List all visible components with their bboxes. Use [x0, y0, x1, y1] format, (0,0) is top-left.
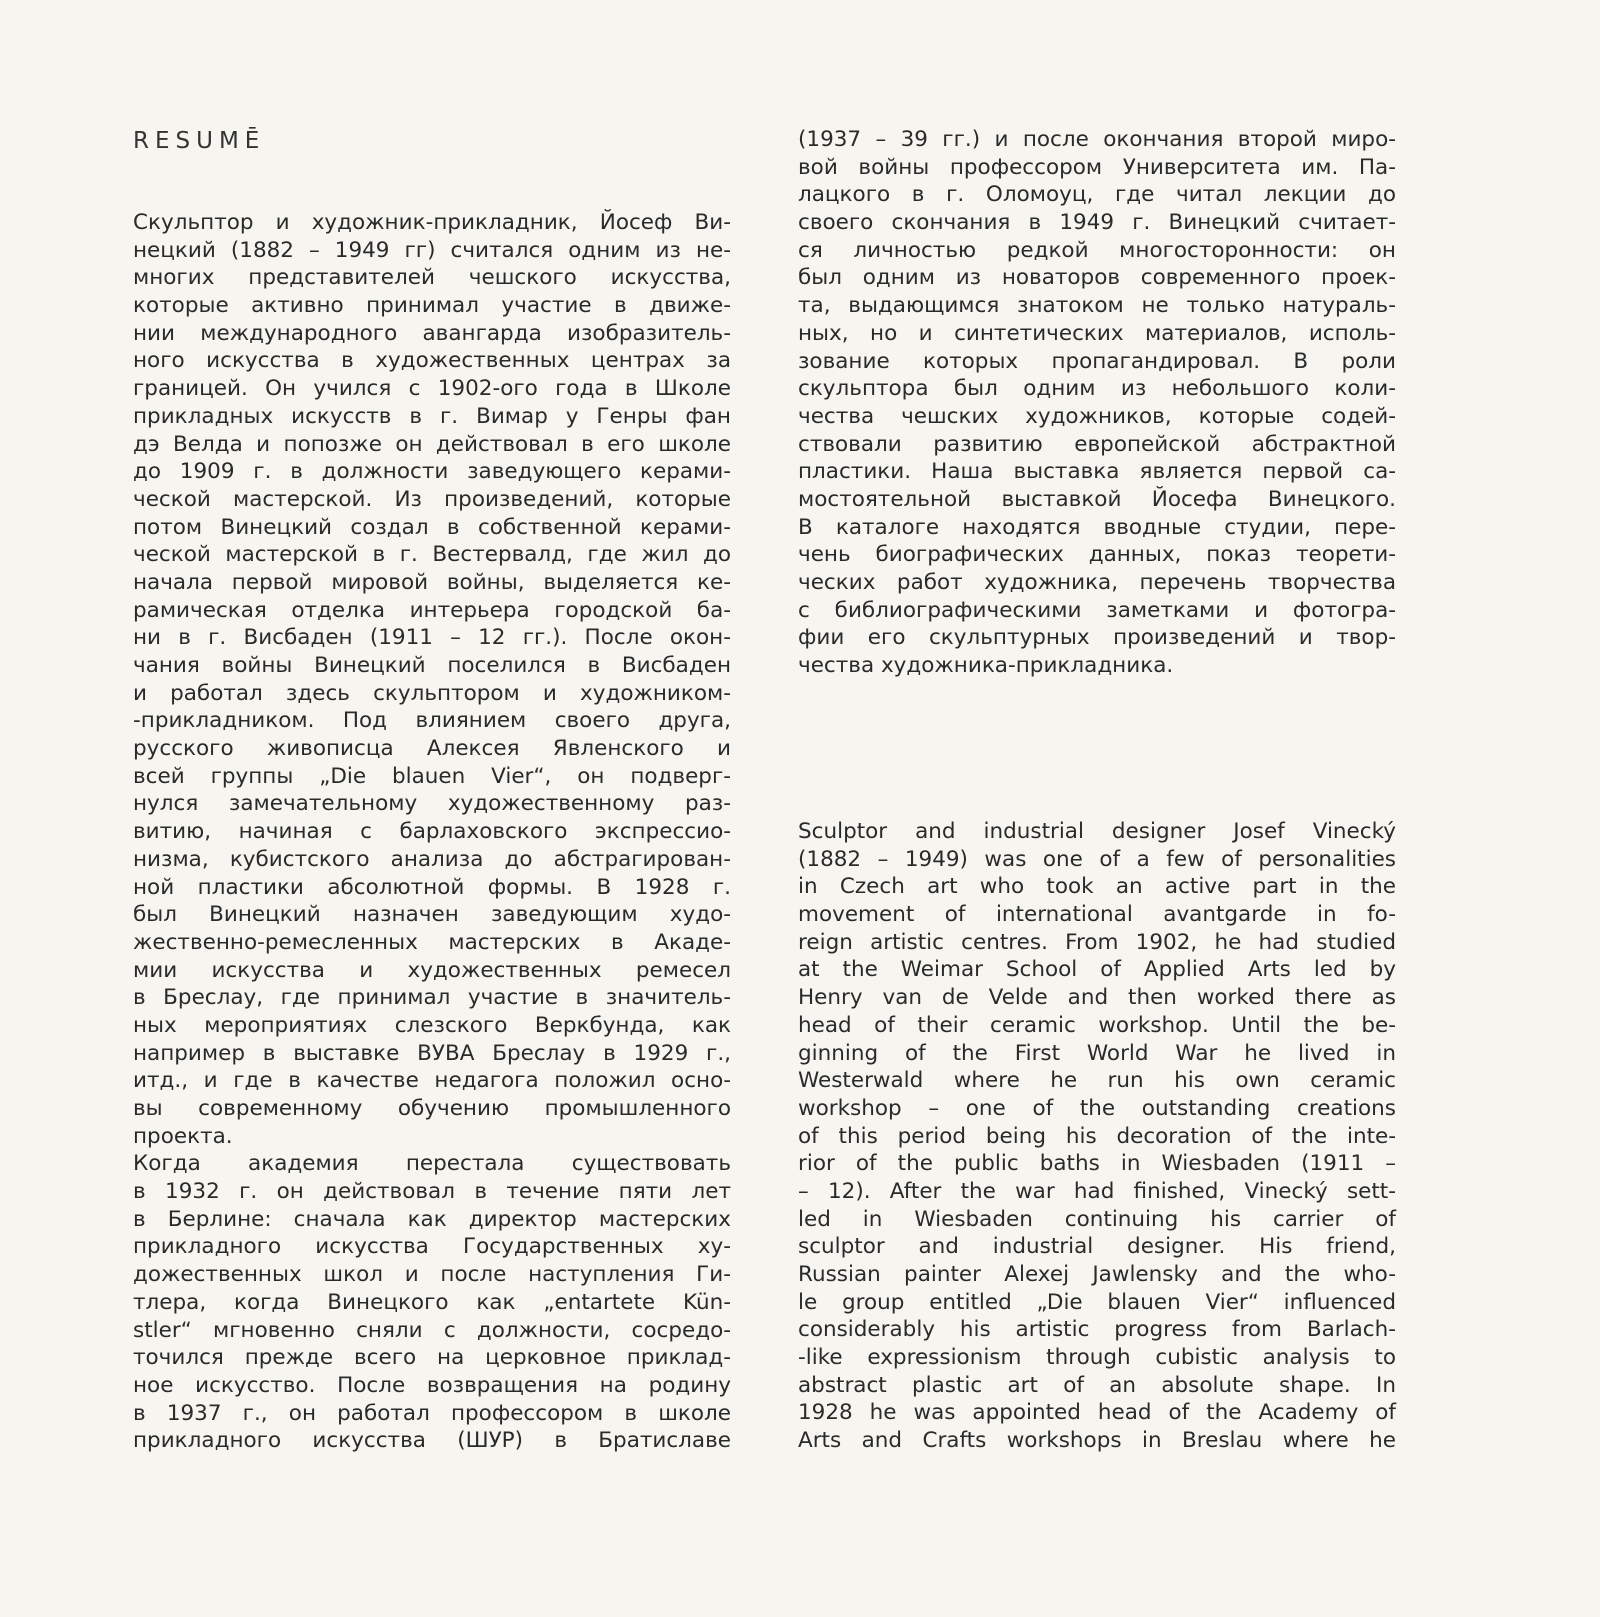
text-line: в 1937 г., он работал профессором в школе [133, 1400, 731, 1426]
text-line: Sculptor and industrial designer Josef Vinecký [798, 819, 1396, 844]
text-line: своего скончания в 1949 г. Винецкий считает- [798, 210, 1396, 236]
text-line: (1937 – 39 гг.) и после окончания второй миро- [798, 127, 1396, 152]
text-line: лацкого в г. Оломоуц, где читал лекции до [798, 182, 1396, 208]
text-line: вой войны профессором Университета им. Па- [798, 154, 1396, 180]
text-line: жественно-ремесленных мастерских в Акаде- [133, 929, 731, 955]
text-line: которые активно принимал участие в движе- [133, 293, 731, 319]
text-line: ческой мастерской. Из произведений, которые [133, 486, 731, 512]
text-line: прикладного искусства Государственных ху- [133, 1234, 731, 1260]
text-line: и работал здесь скульптором и художником- [133, 680, 731, 706]
text-line: Скульптор и художник-прикладник, Йосеф Ви- [133, 210, 731, 235]
text-line: всей группы „Die blauen Vier“, он подверг- [133, 763, 731, 789]
text-line: мостоятельной выставкой Йосефа Винецкого. [798, 486, 1396, 512]
russian-text-left-column [133, 209, 731, 1455]
text-line: ся личностью редкой многосторонности: он [798, 237, 1396, 263]
text-line: тлера, когда Винецкого как „entartete Kün- [133, 1289, 731, 1315]
text-line: head of their ceramic workshop. Until the be- [798, 1012, 1396, 1038]
text-line: in Czech art who took an active part in the [798, 874, 1396, 900]
text-line: sculptor and industrial designer. His friend, [798, 1234, 1396, 1260]
text-line: ной пластики абсолютной формы. В 1928 г. [133, 874, 731, 900]
text-line: Arts and Crafts workshops in Breslau where he [798, 1428, 1396, 1454]
text-line: movement of international avantgarde in fo- [798, 902, 1396, 928]
text-line: вы современному обучению промышленного [133, 1096, 731, 1121]
text-line: низма, кубистского анализа до абстрагирован- [133, 846, 731, 872]
text-line: зование которых пропагандировал. В роли [798, 348, 1396, 374]
text-line: ствовали развитию европейской абстрактной [798, 431, 1396, 457]
text-line: of this period being his decoration of the inte- [798, 1123, 1396, 1149]
text-line: начала первой мировой войны, выделяется ке- [133, 569, 731, 595]
text-line: дэ Велда и попозже он действовал в его школе [133, 431, 731, 457]
text-line: нулся замечательному художественному раз- [133, 791, 731, 817]
text-line: в 1932 г. он действовал в течение пяти лет [133, 1179, 731, 1205]
text-line: -прикладником. Под влиянием своего друга, [133, 708, 731, 734]
text-line: нии международного авангарда изобразитель- [133, 320, 731, 346]
text-line: (1882 – 1949) was one of a few of personalities [798, 846, 1396, 872]
text-line: workshop – one of the outstanding creations [798, 1095, 1396, 1121]
text-line: ных мероприятиях слезского Веркбунда, как [133, 1012, 731, 1038]
english-text-column [798, 818, 1396, 1455]
text-line: был одним из новаторов современного проек- [798, 265, 1396, 291]
text-line: до 1909 г. в должности заведующего керами- [133, 459, 731, 485]
text-line: ни в г. Висбаден (1911 – 12 гг.). После окон- [133, 625, 731, 651]
text-line: пластики. Наша выставка является первой са- [798, 459, 1396, 485]
text-line: le group entitled „Die blauen Vier“ influenced [798, 1289, 1396, 1315]
text-line: ного искусства в художественных центрах за [133, 348, 731, 374]
text-line: мии искусства и художественных ремесел [133, 957, 731, 983]
text-line: чания войны Винецкий поселился в Висбаден [133, 653, 731, 678]
text-line: витию, начиная с барлаховского экспрессио- [133, 819, 731, 845]
text-line: нецкий (1882 – 1949 гг) считался одним из не- [133, 237, 731, 263]
page-title: RESUMĒ [133, 128, 266, 154]
text-line: Westerwald where he run his own ceramic [798, 1068, 1396, 1094]
text-line: в Бреслау, где принимал участие в значитель- [133, 985, 731, 1011]
text-line: потом Винецкий создал в собственной керами- [133, 514, 731, 540]
text-line: многих представителей чешского искусства, [133, 265, 731, 291]
text-line: ческих работ художника, перечень творчества [798, 570, 1396, 595]
text-line: точился прежде всего на церковное приклад- [133, 1345, 731, 1371]
russian-text-right-column [798, 126, 1396, 680]
text-line: 1928 he was appointed head of the Academy of [798, 1400, 1396, 1426]
text-line: в Берлине: сначала как директор мастерских [133, 1206, 731, 1232]
text-line: reign artistic centres. From 1902, he had studied [798, 929, 1396, 955]
text-line: чества художника-прикладника. [798, 653, 1174, 679]
text-line: abstract plastic art of an absolute shape. In [798, 1372, 1396, 1398]
text-line: прикладных искусств в г. Вимар у Генры фан [133, 403, 731, 429]
text-line: Когда академия перестала существовать [133, 1151, 731, 1177]
text-line: considerably his artistic progress from Barlach- [798, 1317, 1396, 1343]
text-line: рамическая отделка интерьера городской ба- [133, 597, 731, 623]
text-line: rior of the public baths in Wiesbaden (1911 – [798, 1151, 1396, 1177]
text-line: русского живописца Алексея Явленского и [133, 736, 731, 762]
text-line: at the Weimar School of Applied Arts led by [798, 957, 1396, 983]
text-line: с библиографическими заметками и фотогра- [798, 597, 1396, 623]
text-line: итд., и где в качестве недагога положил осно- [133, 1068, 731, 1094]
text-line: границей. Он учился с 1902-ого года в Школе [133, 376, 731, 402]
text-line: ческой мастерской в г. Вестервалд, где жил до [133, 542, 731, 568]
text-line: чень биографических данных, показ теорети- [798, 542, 1396, 568]
text-line: В каталоге находятся вводные студии, пере- [798, 514, 1396, 540]
text-line: был Винецкий назначен заведующим худо- [133, 902, 731, 928]
text-line: например в выставке ВУВА Бреслау в 1929 г., [133, 1040, 731, 1066]
text-line: прикладного искусства (ШУР) в Братиславе [133, 1428, 731, 1454]
text-line: ginning of the First World War he lived in [798, 1040, 1396, 1066]
text-line: чества чешских художников, которые содей- [798, 403, 1396, 429]
text-line: ное искусство. После возвращения на родину [133, 1372, 731, 1398]
text-line: фии его скульптурных произведений и твор- [798, 625, 1396, 651]
text-line: проекта. [133, 1123, 233, 1149]
text-line: led in Wiesbaden continuing his carrier of [798, 1206, 1396, 1232]
text-line: ных, но и синтетических материалов, исполь- [798, 320, 1396, 346]
text-line: Russian painter Alexej Jawlensky and the who- [798, 1262, 1396, 1287]
text-line: stler“ мгновенно сняли с должности, сосредо- [133, 1317, 731, 1343]
text-line: – 12). After the war had finished, Vinecký sett- [798, 1178, 1396, 1204]
text-line: Henry van de Velde and then worked there as [798, 985, 1396, 1011]
text-line: -like expressionism through cubistic analysis to [798, 1345, 1396, 1371]
text-line: дожественных школ и после наступления Ги- [133, 1262, 731, 1288]
text-line: скульптора был одним из небольшого коли- [798, 376, 1396, 402]
text-line: та, выдающимся знатоком не только натураль- [798, 293, 1396, 319]
